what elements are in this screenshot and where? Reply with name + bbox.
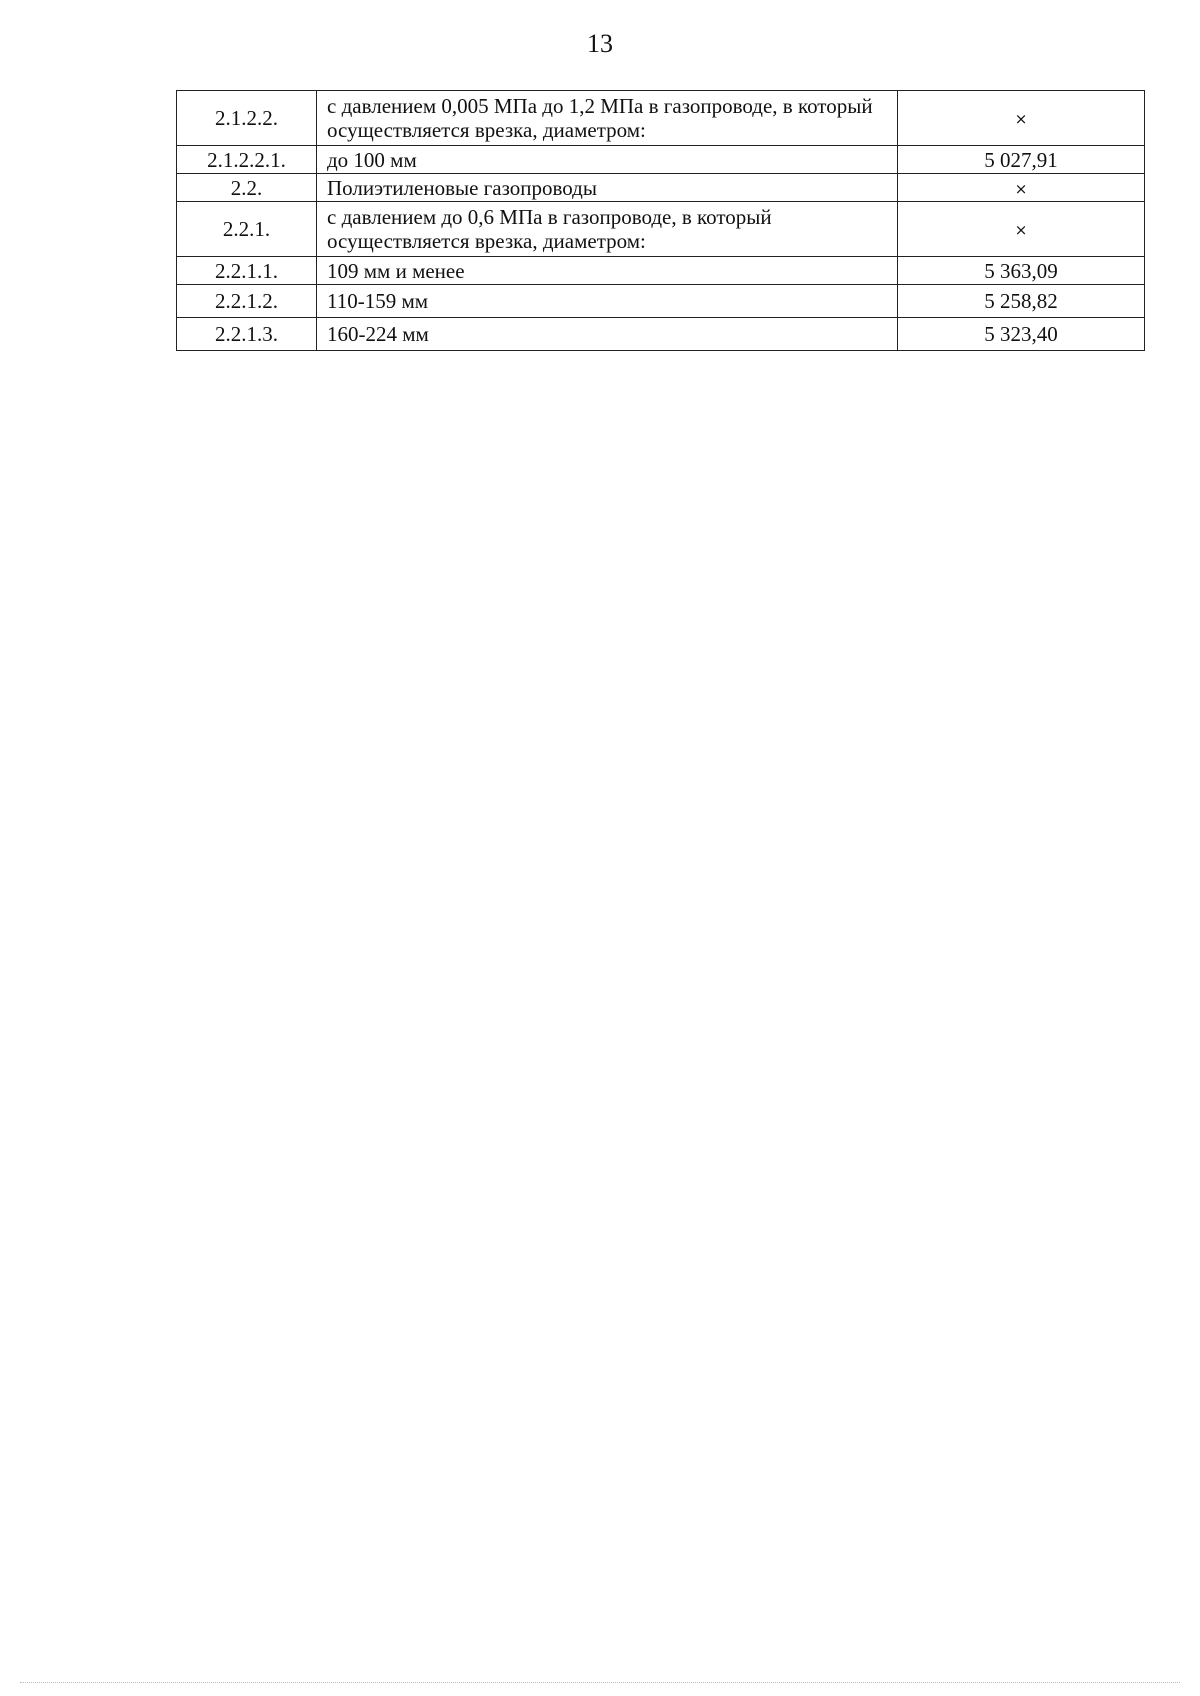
row-value xyxy=(898,257,1145,285)
row-value-text: 5 323,40 xyxy=(984,322,1058,346)
tariff-table xyxy=(176,90,1145,351)
row-code: 2.1.2.2.1. xyxy=(177,146,317,174)
row-value xyxy=(898,318,1145,351)
row-code: 2.2.1.1. xyxy=(177,257,317,285)
row-value xyxy=(898,146,1145,174)
row-value xyxy=(898,174,1145,202)
row-value-text: 5 027,91 xyxy=(984,147,1058,172)
row-code: 2.2. xyxy=(177,174,317,202)
row-value xyxy=(898,285,1145,318)
row-code: 2.1.2.2. xyxy=(177,91,317,146)
table-row xyxy=(177,91,1145,146)
row-code: 2.2.1. xyxy=(177,202,317,257)
row-value-text: 5 363,09 xyxy=(984,258,1058,283)
table-row xyxy=(177,202,1145,257)
table-row xyxy=(177,146,1145,174)
table-row xyxy=(177,257,1145,285)
row-description: с давлением до 0,6 МПа в газопроводе, в который осуществляется врезка, диаметром: xyxy=(317,202,898,257)
table-row xyxy=(177,174,1145,202)
row-value xyxy=(898,202,1145,257)
page-number: 13 xyxy=(587,29,613,58)
row-description: 109 мм и менее xyxy=(317,257,898,285)
table-row xyxy=(177,285,1145,318)
row-value-text: × xyxy=(1014,179,1028,198)
row-value-text: × xyxy=(1014,110,1028,128)
row-description: с давлением 0,005 МПа до 1,2 МПа в газопроводе, в который осуществляется врезка, диаметром: xyxy=(317,91,898,146)
table-row xyxy=(177,318,1145,351)
row-value-text: 5 258,82 xyxy=(984,289,1058,313)
table-body xyxy=(177,91,1145,351)
row-description: 160-224 мм xyxy=(317,318,898,351)
row-description: до 100 мм xyxy=(317,146,898,174)
row-code: 2.2.1.3. xyxy=(177,318,317,351)
scan-edge-line xyxy=(20,1682,1180,1683)
row-value xyxy=(898,91,1145,146)
row-code: 2.2.1.2. xyxy=(177,285,317,318)
row-value-text: × xyxy=(1014,221,1028,239)
row-description: 110-159 мм xyxy=(317,285,898,318)
row-description: Полиэтиленовые газопроводы xyxy=(317,174,898,202)
